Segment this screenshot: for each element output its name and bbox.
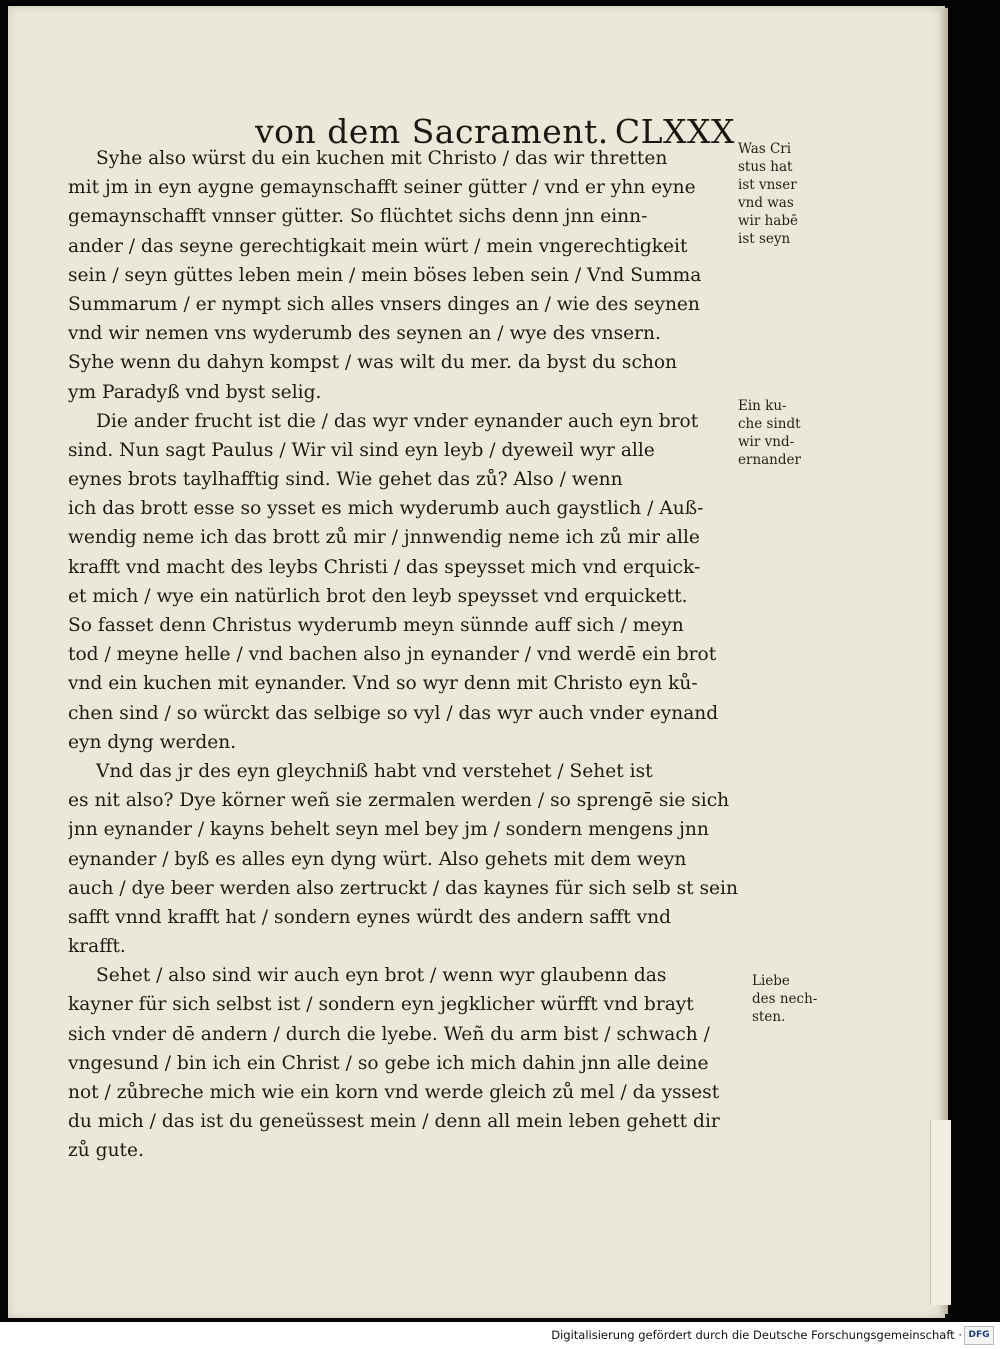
funding-credit: Digitalisierung gefördert durch die Deutsche Forschungsgemeinschaft · — [551, 1328, 962, 1342]
text-line: krafft vnd macht des leybs Christi / das speysset mich vnd erquick- — [68, 556, 701, 578]
text-line: vngesund / bin ich ein Christ / so gebe ich mich dahin jnn alle deine — [68, 1052, 709, 1074]
text-line: gemaynschafft vnnser gütter. So flüchtet sichs denn jnn einn- — [68, 206, 648, 228]
text-line: auch / dye beer werden also zertruckt / das kaynes für sich selb st sein — [68, 877, 738, 899]
text-line: ym Paradyß vnd byst selig. — [68, 381, 322, 403]
text-line: wendig neme ich das brott zů mir / jnnwendig neme ich zů mir alle — [68, 527, 700, 549]
text-line: safft vnnd krafft hat / sondern eynes würdt des andern safft vnd — [68, 906, 672, 928]
text-line: jnn eynander / kayns behelt seyn mel bey jm / sondern mengens jnn — [68, 819, 709, 841]
text-line: et mich / wye ein natürlich brot den leyb speysset vnd erquickett. — [68, 585, 688, 607]
dfg-logo: DFG — [964, 1326, 994, 1345]
text-line: sind. Nun sagt Paulus / Wir vil sind eyn leyb / dyeweil wyr alle — [68, 439, 655, 461]
margin-note-3: Liebe des nech- sten. — [752, 973, 818, 1025]
text-line: Summarum / er nympt sich alles vnsers dinges an / wie des seynen — [68, 293, 700, 315]
text-line: not / zůbreche mich wie ein korn vnd werde gleich zů mel / da yssest — [68, 1082, 720, 1103]
text-line: sich vnder dē andern / durch die lyebe. Weñ du arm bist / schwach / — [68, 1023, 710, 1045]
text-line: So fasset denn Christus wyderumb meyn sünnde auff sich / meyn — [68, 615, 684, 636]
running-title: von dem Sacrament. — [255, 112, 609, 151]
text-line: mit jm in eyn aygne gemaynschafft seiner gütter / vnd er yhn eyne — [68, 177, 696, 199]
text-line: Syhe wenn du dahyn kompst / was wilt du mer. da byst du schon — [68, 352, 677, 374]
footer-bar — [0, 1322, 1000, 1349]
text-line: eyn dyng werden. — [68, 731, 237, 753]
text-line: chen sind / so würckt das selbige so vyl / das wyr auch vnder eynand — [68, 702, 719, 724]
text-line: du mich / das ist du geneüssest mein / denn all mein leben gehett dir — [68, 1111, 720, 1133]
page-edge — [940, 8, 948, 1314]
text-line: Syhe also würst du ein kuchen mit Christo / das wir thretten — [96, 148, 668, 169]
text-line: tod / meyne helle / vnd bachen also jn eynander / vnd werdē ein brot — [68, 644, 717, 666]
margin-note-2: Ein ku- che sindt wir vnd- ernander — [738, 398, 801, 468]
text-line: kayner für sich selbst ist / sondern eyn jegklicher würfft vnd brayt — [68, 994, 694, 1016]
text-line: vnd wir nemen vns wyderumb des seynen an / wye des vnsern. — [68, 323, 661, 345]
text-line: es nit also? Dye körner weñ sie zermalen werden / so sprengē sie sich — [68, 790, 730, 812]
text-line: ander / das seyne gerechtigkait mein würt / mein vngerechtigkeit — [68, 235, 688, 257]
text-line: Vnd das jr des eyn gleychniß habt vnd verstehet / Sehet ist — [96, 760, 653, 782]
text-line: ich das brott esse so ysset es mich wyderumb auch gaystlich / Auß- — [68, 498, 704, 520]
margin-note-1: Was Cri stus hat ist vnser vnd was wir habē ist seyn — [738, 141, 798, 247]
main-text-block — [68, 144, 740, 1166]
text-line: eynander / byß es alles eyn dyng würt. Also gehets mit dem weyn — [68, 848, 687, 870]
text-line: Sehet / also sind wir auch eyn brot / wenn wyr glaubenn das — [96, 965, 667, 987]
folio-number: CLXXX — [614, 112, 735, 151]
text-line: eynes brots taylhafftig sind. Wie gehet das zů? Also / wenn — [68, 469, 623, 491]
text-line: Die ander frucht ist die / das wyr vnder eynander auch eyn brot — [96, 410, 699, 432]
page-tab — [930, 1120, 951, 1305]
text-line: zů gute. — [68, 1140, 144, 1162]
text-line: krafft. — [68, 936, 126, 958]
text-line: sein / seyn güttes leben mein / mein böses leben sein / Vnd Summa — [68, 264, 702, 286]
text-line: vnd ein kuchen mit eynander. Vnd so wyr denn mit Christo eyn ků- — [68, 673, 698, 695]
